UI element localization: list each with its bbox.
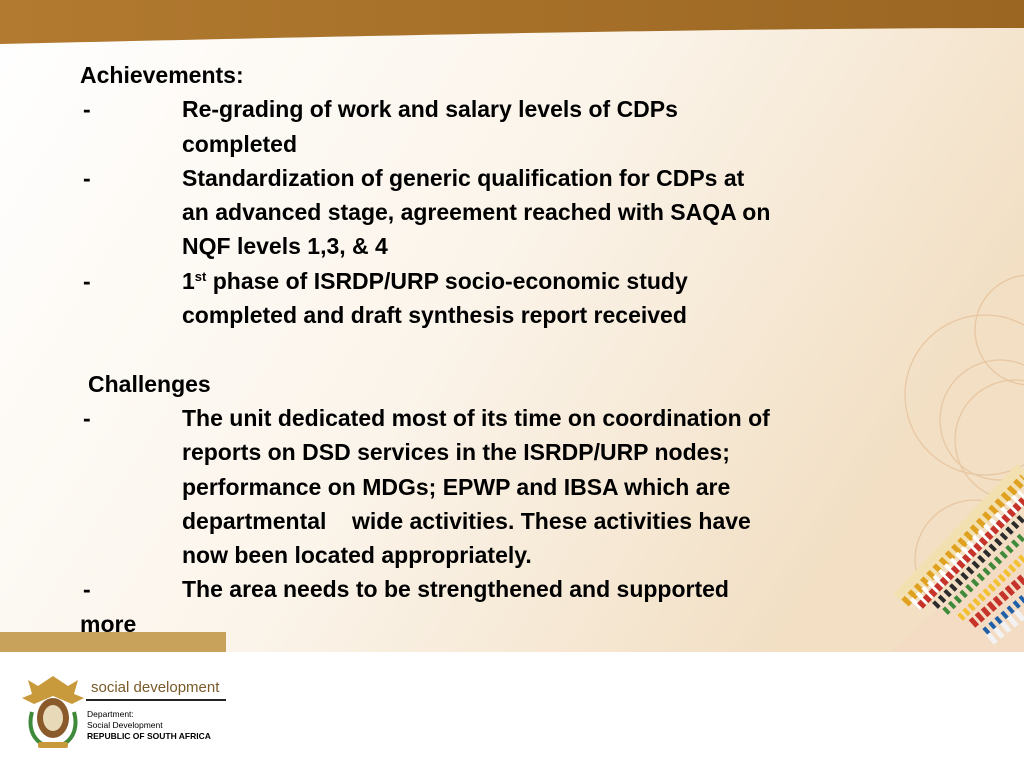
achievement-item-1: [80, 92, 920, 126]
challenge-2-continuation: more: [80, 610, 137, 637]
ordinal-number: 1: [182, 267, 195, 294]
achievements-heading-text: Achievements:: [80, 62, 244, 88]
blank-spacer: [80, 332, 920, 366]
achievement-2-line-1: Standardization of generic qualification for CDPs at: [182, 164, 745, 191]
challenge-item-2-cont: [80, 607, 920, 641]
challenge-1-line-4: departmental wide activities. These activities have: [182, 507, 751, 534]
achievement-item-2-cont: [80, 229, 920, 263]
achievement-3-line-1: [182, 264, 688, 298]
challenge-item-1: [80, 401, 920, 435]
bullet-dash: -: [83, 404, 91, 431]
challenge-1-line-3: performance on MDGs; EPWP and IBSA which are: [182, 473, 731, 500]
logo-divider: [86, 699, 226, 701]
achievement-1-line-1: Re-grading of work and salary levels of CDPs: [182, 96, 678, 123]
challenge-item-1-cont: [80, 435, 920, 469]
achievement-3-line-2: completed and draft synthesis report received: [182, 302, 687, 329]
challenge-item-1-cont: [80, 470, 920, 504]
slide-text: [80, 58, 920, 641]
bullet-dash: -: [83, 164, 91, 191]
challenge-item-1-cont: [80, 538, 920, 572]
bullet-dash: -: [83, 267, 91, 294]
logo-department-name: Social Development: [87, 720, 163, 730]
achievement-item-3-cont: [80, 298, 920, 332]
achievement-item-2: [80, 161, 920, 195]
bullet-dash: -: [83, 96, 91, 123]
challenge-1-line-5: now been located appropriately.: [182, 542, 532, 569]
achievement-3-text: phase of ISRDP/URP socio-economic study: [206, 267, 688, 294]
footer: [0, 652, 1024, 768]
logo-title: social development: [91, 679, 220, 696]
bullet-dash: -: [83, 576, 91, 603]
achievements-heading: [80, 58, 920, 92]
achievement-2-line-3: NQF levels 1,3, & 4: [182, 233, 388, 260]
challenges-heading: [80, 367, 920, 401]
coat-of-arms-icon: [18, 672, 88, 752]
challenge-1-line-1: The unit dedicated most of its time on coordination of: [182, 404, 770, 431]
achievement-item-2-cont: [80, 195, 920, 229]
achievement-1-line-2: completed: [182, 130, 298, 157]
challenges-heading-text: Challenges: [88, 370, 211, 397]
achievement-item-3: [80, 264, 920, 298]
logo-country: REPUBLIC OF SOUTH AFRICA: [87, 731, 211, 741]
achievement-item-1-cont: [80, 127, 920, 161]
challenge-item-2: [80, 572, 920, 606]
achievement-2-line-2: an advanced stage, agreement reached with SAQA on: [182, 199, 771, 226]
challenge-1-line-2: reports on DSD services in the ISRDP/URP nodes;: [182, 439, 730, 466]
logo-department-label: Department:: [87, 709, 134, 719]
challenge-item-1-cont: [80, 504, 920, 538]
ordinal-suffix: st: [194, 268, 207, 284]
challenge-2-line-1: The area needs to be strengthened and supported: [182, 576, 729, 603]
